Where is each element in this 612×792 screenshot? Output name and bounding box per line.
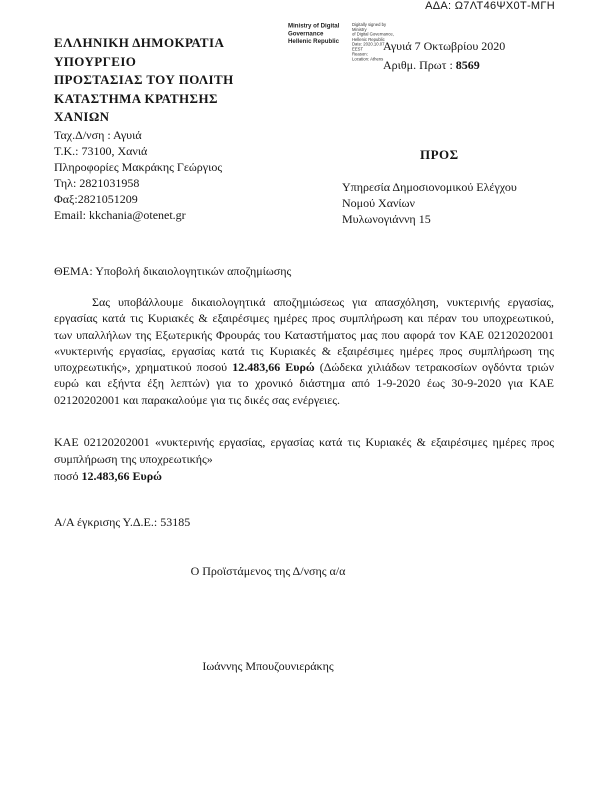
approval-line: Α/Α έγκρισης Υ.Δ.Ε.: 53185 bbox=[54, 515, 191, 529]
stamp-detail-line: Location: Athens bbox=[352, 56, 384, 62]
subject-line: ΘΕΜΑ: Υποβολή δικαιολογητικών αποζημίωσης bbox=[54, 264, 292, 278]
recipient-block bbox=[342, 179, 517, 228]
amount-line bbox=[54, 468, 554, 485]
body-paragraph-1 bbox=[54, 294, 554, 408]
stamp-authority-line: Hellenic Republic bbox=[288, 37, 340, 45]
dateline bbox=[383, 37, 505, 75]
recipient-line: Μυλωνογιάννη 15 bbox=[342, 212, 431, 227]
body-text: (Δώδεκα χιλιάδων τετρακοσίων ογδόντα τριών ευρώ και εξήντα έξη λεπτών) για το χρονικό διάστημα από 1-9-2020 έως 30-9-2020 για ΚΑΕ 02120202001 και παρακαλούμε για τις δικές σας ενέργειες. bbox=[54, 360, 554, 407]
body-text: Σας υποβάλλουμε δικαιολογητικά αποζημιώσεως για απασχόληση, νυκτερινής εργασίας, εργασίας κατά τις Κυριακές & εξαιρέσιμες ημέρες προς συμπλήρωση και πέραν του υποχρεωτικού, των υπαλλήλων της Εξωτερικής Φρουράς του Καταστήματος μας που αφορά τον ΚΑΕ 02120202001 «νυκτερινής εργασίας, εργασίας κατά τις Κυριακές & εξαιρέσιμες ημέρες προς συμπλήρωση της υποχρεωτικής», χρηματικού ποσού bbox=[54, 295, 554, 375]
agency-header bbox=[54, 34, 234, 127]
protocol-number: 8569 bbox=[455, 58, 480, 72]
signature-title: Ο Προϊστάμενος της Δ/νσης α/α bbox=[190, 564, 346, 578]
stamp-detail-line: Date: 2020.10.07 bbox=[352, 41, 385, 47]
sender-line: Φαξ:2821051209 bbox=[54, 191, 138, 206]
sender-info bbox=[54, 128, 222, 223]
ada-number: ΑΔΑ: Ω7ΛΤ46ΨΧ0Τ-ΜΓΗ bbox=[425, 0, 555, 12]
recipient-line: Νομού Χανίων bbox=[342, 196, 415, 211]
sender-line: Τ.Κ.: 73100, Χανιά bbox=[54, 143, 148, 158]
agency-header-line: ΕΛΛΗΝΙΚΗ ΔΗΜΟΚΡΑΤΙΑ bbox=[54, 35, 225, 50]
agency-header-line: ΚΑΤΑΣΤΗΜΑ ΚΡΑΤΗΣΗΣ bbox=[54, 90, 218, 106]
protocol-line bbox=[383, 56, 505, 75]
agency-header-line: ΠΡΟΣΤΑΣΙΑΣ ΤΟΥ ΠΟΛΙΤΗ bbox=[54, 72, 234, 88]
stamp-authority bbox=[288, 22, 348, 56]
recipient-label: ΠΡΟΣ bbox=[420, 147, 459, 162]
amount-bold: 12.483,66 Ευρώ bbox=[81, 469, 162, 483]
stamp-detail-line: of Digital Governance, bbox=[352, 31, 394, 37]
sender-line: Email: kkchania@otenet.gr bbox=[54, 207, 186, 222]
agency-header-line: ΧΑΝΙΩΝ bbox=[54, 109, 110, 125]
amount-bold: 12.483,66 Ευρώ bbox=[232, 360, 315, 375]
stamp-detail-line: EEST bbox=[352, 46, 364, 52]
amount-label: ποσό bbox=[54, 469, 82, 483]
recipient-line: Υπηρεσία Δημοσιονομικού Ελέγχου bbox=[342, 180, 517, 194]
sender-line: Πληροφορίες Μακράκης Γεώργιος bbox=[54, 159, 223, 174]
stamp-detail-line: Hellenic Republic bbox=[352, 36, 385, 42]
agency-header-line: ΥΠΟΥΡΓΕΙΟ bbox=[54, 53, 137, 69]
protocol-label: Αριθμ. Πρωτ : bbox=[383, 58, 456, 72]
place-date: Αγυιά 7 Οκτωβρίου 2020 bbox=[383, 39, 506, 53]
stamp-detail-line: Reason: bbox=[352, 51, 368, 57]
stamp-authority-line: Ministry of Digital bbox=[288, 22, 340, 29]
stamp-authority-line: Governance bbox=[288, 29, 324, 37]
body-paragraph-2 bbox=[54, 434, 554, 485]
kae-text: ΚΑΕ 02120202001 «νυκτερινής εργασίας, εργασίας κατά τις Κυριακές & εξαιρέσιμες ημέρες προς συμπλήρωση της υποχρεωτικής» bbox=[54, 435, 554, 466]
sender-line: Τηλ: 2821031958 bbox=[54, 175, 140, 190]
sender-line: Ταχ.Δ/νση : Αγυιά bbox=[54, 128, 142, 142]
signature-name: Ιωάννης Μπουζουνιεράκης bbox=[202, 659, 334, 673]
stamp-detail-line: Digitally signed by Ministry bbox=[352, 22, 387, 32]
